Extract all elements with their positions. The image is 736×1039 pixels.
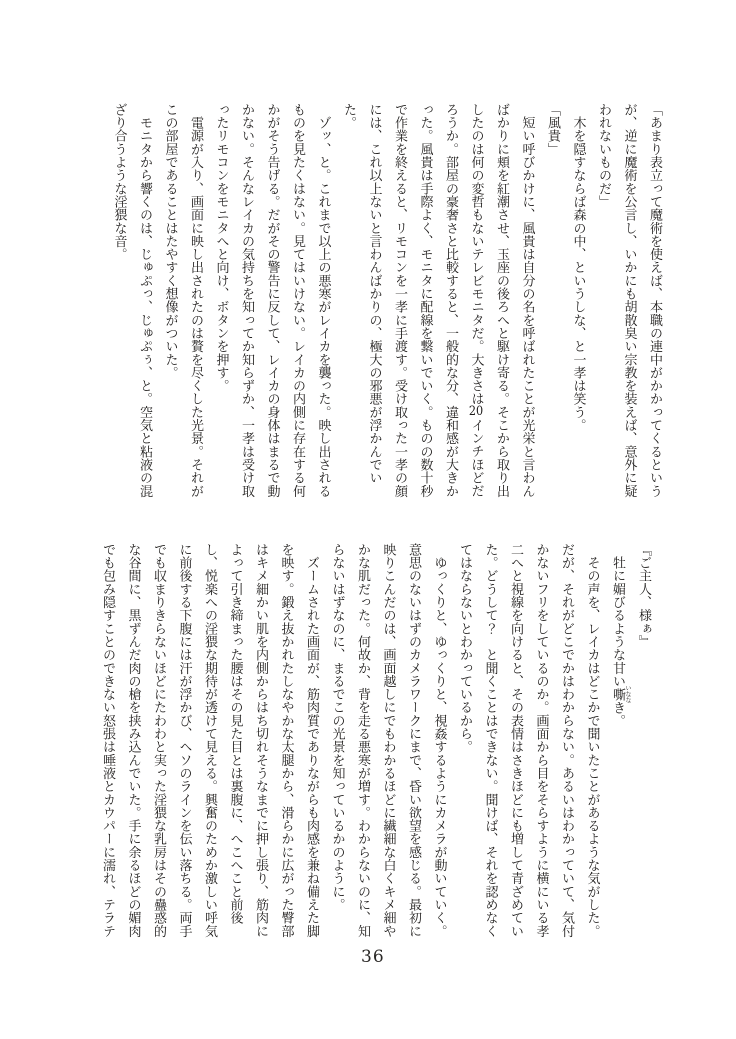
tatechuyoko-number: 20 <box>468 405 484 419</box>
text-line: ズームされた画面が、筋肉質でありながらも肉感を兼ね備えた脚 <box>304 543 319 938</box>
text-line: この部屋であることはたやすく想像がついた。 <box>162 103 178 380</box>
text-line: 二へと視線を向けると、その表情はさきほどにも増して青ざめてい <box>508 543 523 938</box>
furigana-ruby: 嘶 いなな <box>610 685 631 704</box>
text-line: な谷間に、黒ずんだ肉の槍を挟み込んでいた。手に余るほどの媚肉 <box>125 543 141 938</box>
text-line: かないフリをしているのか。画面から目をそらすように横にいる孝 <box>533 543 549 938</box>
text-line: った。風貴は手際よく、モニタに配線を繋いでいく。ものの数十秒 <box>417 103 433 498</box>
text-line: し、悦楽への淫猥な期待が透けて見える。興奮のためか激しい呼気 <box>202 543 217 938</box>
text-line: かがそう告げる。だがその警告に反して、レイカの身体はまるで動 <box>264 103 280 498</box>
text-line: た。どうして？ と聞くことはできない。聞けば、それを認めなく <box>482 543 498 938</box>
text-line: はキメ細かい肌を内側からはち切れそうなまでに押し張り、筋肉に <box>253 543 268 938</box>
text-line: 『ご主人、様ぁ』 <box>636 543 651 649</box>
text-line: でも包み隠すことのできない怒張は唾液とカウパーに濡れ、テラテ <box>100 543 115 938</box>
text-line: ゆっくりと、ゆっくりと、視姦するようにカメラが動いていく。 <box>431 543 447 938</box>
text-line: を映す。鍛え抜かれたしなやかな太腿から、滑らかに広がった臀部 <box>278 543 294 938</box>
text-line: で作業を終えると、リモコンを一孝に手渡す。受け取った一孝の顔 <box>392 103 407 498</box>
text-block-top <box>106 103 667 507</box>
text-line: よって引き締まった腰はその見た目とは裏腹に、へこへこと前後 <box>227 543 243 925</box>
text-line: ばかりに頬を紅潮させ、玉座の後ろへと駆け寄る。そこから取り出 <box>494 103 509 498</box>
text-line: ものを見たくはない。見てはいけない。レイカの内側に存在する何 <box>290 103 305 498</box>
text-line: には、これ以上ないと言わんばかりの、極大の邪悪が浮かんでい <box>366 103 382 485</box>
text-line: ゾッ、と。これまで以上の悪寒がレイカを襲った。映し出される <box>315 103 331 498</box>
text-line: かない。そんなレイカの気持ちを知ってか知らずか、一孝は受け取 <box>239 103 254 498</box>
text-line: その声を、レイカはどこかで聞いたことがあるような気がした。 <box>584 543 600 938</box>
text-line: が、逆に魔術を公言し、いかにも胡散臭い宗教を装えば、意外に疑 <box>621 103 637 498</box>
text-line: でも収まりきらないほどにたわわと実った淫猥な乳房はその蠱惑的 <box>151 543 166 938</box>
text-line: 電源が入り、画面に映し出されたのは贅を尽くした光景。それが <box>188 103 203 498</box>
text-line: らないはずなのに、まるでこの光景を知っているかのように。 <box>329 543 345 912</box>
text-line: 短い呼びかけに、風貴は自分の名を呼ばれたことが光栄と言わん <box>519 103 535 498</box>
text-line: 木を隠すならば森の中、というしな、と一孝は笑う。 <box>570 103 586 432</box>
text-line: だが、それがどこでかはわからない。あるいはわかっていて、気付 <box>559 543 574 938</box>
text-line: ろうか。部屋の豪奢さと比較すると、一般的な分、違和感が大きか <box>443 103 458 498</box>
text-line: したのは何の変哲もないテレビモニタだ。大きさは20インチほどだ <box>468 103 484 498</box>
text-line: ったリモコンをモニタへと向け、ボタンを押す。 <box>213 103 229 393</box>
text-line: 「あまり表立って魔術を使えば、本職の連中がかかってくるという <box>647 103 662 498</box>
text-line: われないものだ」 <box>596 103 611 209</box>
text-line: ざり合うような淫猥な音。 <box>111 103 127 261</box>
text-line: てはならないとわかっているから。 <box>457 543 472 754</box>
text-line: 牡に媚びるような甘い嘶 いななき。 <box>610 543 631 728</box>
text-line: モニタから響くのは、じゅぷっ、じゅぷぅ、と。空気と粘液の混 <box>137 103 152 498</box>
text-line: 映りこんだのは、画面越しにでもわかるほどに繊細な白くキメ細や <box>380 543 396 938</box>
text-line: かな肌だった。何故か、背を走る悪寒が増す。わからないのに、知 <box>355 543 370 938</box>
text-line: に前後する下腹には汗が浮かび、ヘソのラインを伝い落ちる。両手 <box>176 543 192 938</box>
text-block-bottom <box>95 543 657 947</box>
text-line: 「風貴」 <box>545 103 560 156</box>
text-line: た。 <box>341 103 356 130</box>
text-line: 意思のないはずのカメラワークにまで、昏い欲望を感じる。最初に <box>406 543 421 938</box>
page-number: 36 <box>361 947 385 967</box>
